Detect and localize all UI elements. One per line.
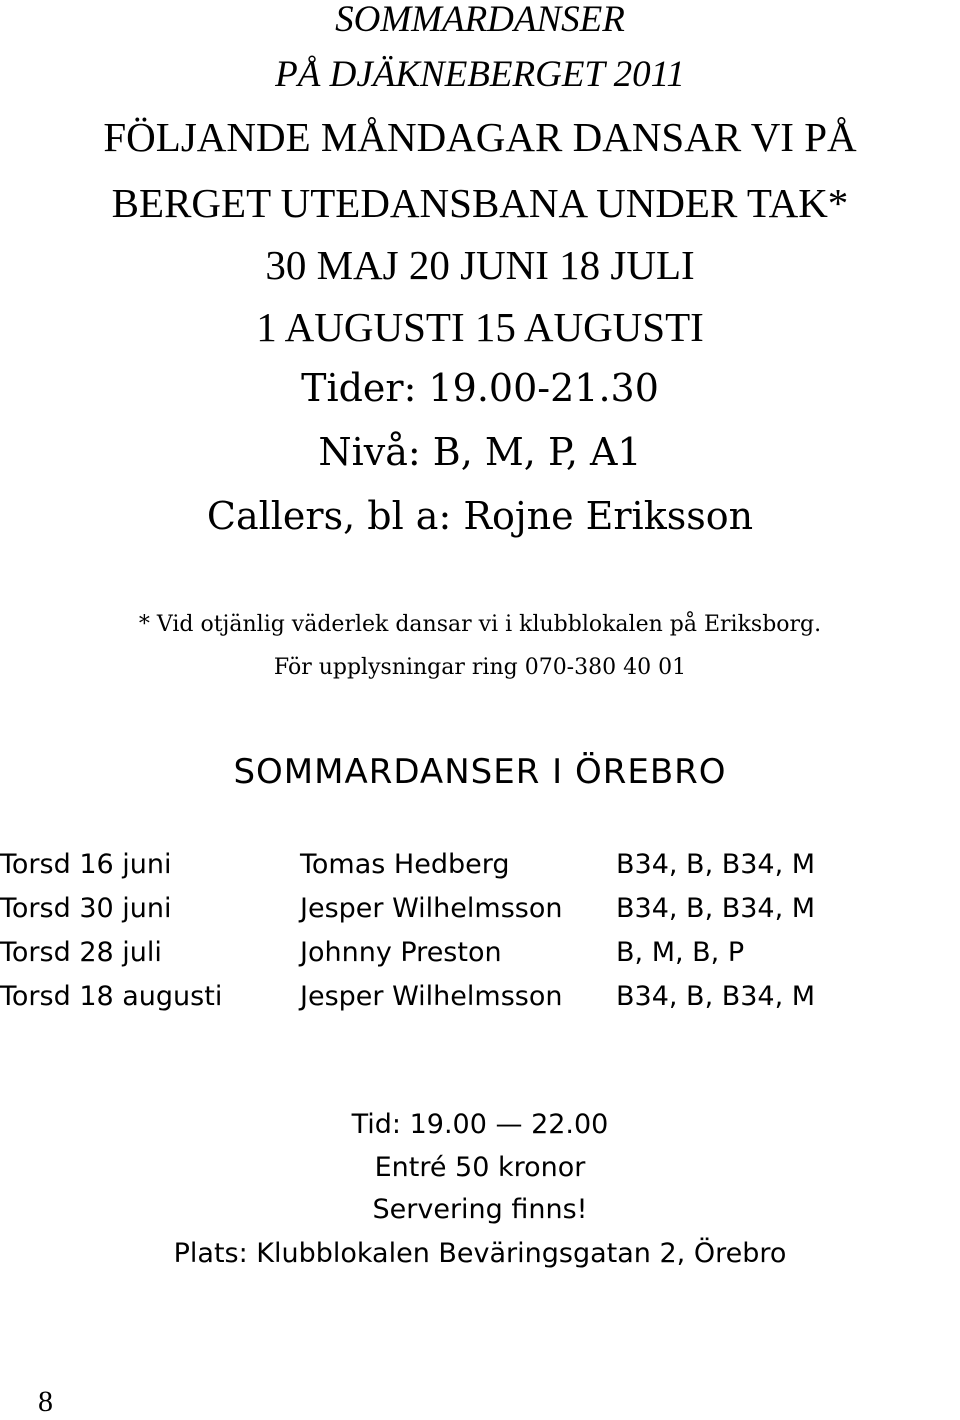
orebro-serving: Servering finns! [372,1194,588,1225]
header-title: SOMMARDANSER [335,0,625,40]
times-line: Tider: 19.00-21.30 [301,366,659,410]
schedule-levels: B34, B, B34, M [616,981,816,1012]
levels-line: Nivå: B, M, P, A1 [318,430,642,474]
schedule-date: Torsd 30 juni [0,893,172,924]
header-subtitle: PÅ DJÄKNEBERGET 2011 [275,54,685,95]
schedule-row [0,843,960,887]
schedule-row [0,887,960,931]
header-line-mondays: FÖLJANDE MÅNDAGAR DANSAR VI PÅ [103,114,857,160]
weather-note: * Vid otjänlig väderlek dansar vi i klubblokalen på Eriksborg. [138,612,822,637]
header-dates-2: 1 AUGUSTI 15 AUGUSTI [256,304,704,350]
schedule-levels: B34, B, B34, M [616,893,816,924]
callers-line: Callers, bl a: Rojne Eriksson [206,494,754,538]
schedule-date: Torsd 18 augusti [0,981,223,1012]
header-line-venue: BERGET UTEDANSBANA UNDER TAK* [111,180,849,226]
orebro-entry-fee: Entré 50 kronor [374,1152,586,1183]
schedule-caller: Jesper Wilhelmsson [300,981,563,1012]
header-dates-1: 30 MAJ 20 JUNI 18 JULI [265,242,695,288]
contact-note: För upplysningar ring 070-380 40 01 [273,655,687,680]
schedule-levels: B34, B, B34, M [616,849,816,880]
schedule-date: Torsd 16 juni [0,849,172,880]
orebro-place: Plats: Klubblokalen Beväringsgatan 2, Örebro [173,1238,787,1269]
schedule-row [0,975,960,1019]
orebro-section-title: SOMMARDANSER I ÖREBRO [233,752,727,792]
orebro-time: Tid: 19.00 — 22.00 [351,1109,609,1140]
schedule-levels: B, M, B, P [616,937,745,968]
schedule-caller: Tomas Hedberg [300,849,510,880]
schedule-caller: Jesper Wilhelmsson [300,893,563,924]
schedule-row [0,931,960,975]
page-number: 8 [38,1385,53,1418]
schedule-caller: Johnny Preston [300,937,502,968]
orebro-schedule [0,843,960,1019]
schedule-date: Torsd 28 juli [0,937,162,968]
